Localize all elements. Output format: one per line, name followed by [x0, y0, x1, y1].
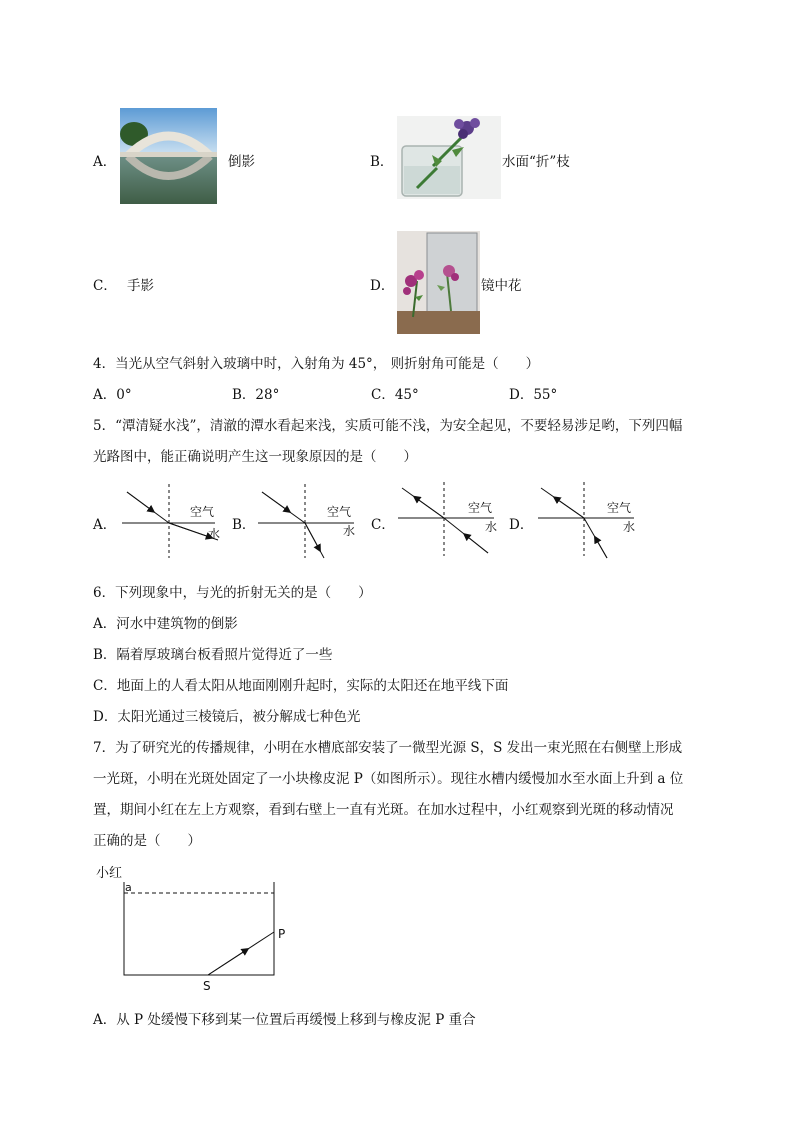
- flower-in-glass-photo: [397, 116, 501, 199]
- q6-option-a: A．河水中建筑物的倒影: [93, 616, 238, 632]
- diagram-b-air-label: 空气: [327, 505, 352, 519]
- q4-option-a: A．0°: [93, 387, 132, 403]
- q3-option-c-caption: 手影: [127, 278, 154, 294]
- point-p-label: P: [278, 927, 286, 941]
- bridge-reflection-photo: [120, 108, 217, 204]
- observer-label: 小红: [96, 866, 123, 881]
- q5-light-path-diagrams: [0, 480, 794, 560]
- q5-option-b-letter: B．: [232, 517, 256, 533]
- q5-stem-line1: 5．“潭清疑水浅”，清澈的潭水看起来浅，实质可能不浅，为安全起见，不要轻易涉足哟，下列四幅: [93, 418, 683, 434]
- q6-option-d: D．太阳光通过三棱镜后，被分解成七种色光: [93, 709, 361, 725]
- q4-option-d: D．55°: [509, 387, 558, 403]
- q5-option-c-letter: C．: [371, 517, 395, 533]
- q4-option-c: C．45°: [371, 387, 419, 403]
- diagram-b: [258, 484, 354, 558]
- q4-option-b: B．28°: [232, 387, 280, 403]
- q7-stem-line3: 置，期间小红在左上方观察，看到右壁上一直有光斑。在加水过程中，小红观察到光斑的移动情况: [93, 802, 674, 818]
- tank-walls: [124, 882, 274, 975]
- q7-stem-line4: 正确的是（ ）: [93, 833, 201, 849]
- diagram-c-air-label: 空气: [468, 501, 493, 515]
- source-s-label: S: [203, 979, 211, 993]
- q4-stem: 4．当光从空气斜射入玻璃中时，入射角为 45°， 则折射角可能是（ ）: [93, 356, 540, 372]
- diagram-a-water-label: 水: [208, 527, 221, 541]
- q3-option-c-letter: C．: [93, 278, 117, 294]
- diagram-c-water-label: 水: [485, 520, 498, 534]
- q7-stem-line2: 一光斑，小明在光斑处固定了一小块橡皮泥 P（如图所示）。现往水槽内缓慢加水至水面上升到 a 位: [93, 771, 684, 787]
- q6-option-c: C．地面上的人看太阳从地面刚刚升起时，实际的太阳还在地平线下面: [93, 678, 509, 694]
- level-a-label: a: [125, 881, 132, 894]
- q6-stem: 6．下列现象中，与光的折射无关的是（ ）: [93, 585, 372, 601]
- q3-option-a-caption: 倒影: [228, 154, 255, 170]
- q6-option-b: B．隔着厚玻璃台板看照片觉得近了一些: [93, 647, 333, 663]
- q7-stem-line1: 7．为了研究光的传播规律，小明在水槽底部安装了一微型光源 S，S 发出一束光照在右侧壁上形成: [93, 740, 683, 756]
- q5-stem-line2: 光路图中，能正确说明产生这一现象原因的是（ ）: [93, 449, 417, 465]
- flower-mirror-photo: [397, 231, 480, 334]
- diagram-a: [122, 484, 221, 558]
- diagram-a-air-label: 空气: [190, 505, 215, 519]
- q7-water-tank-figure: [90, 860, 300, 995]
- q5-option-a-letter: A．: [93, 517, 117, 533]
- q3-option-b-letter: B．: [370, 154, 394, 170]
- q7-option-a: A．从 P 处缓慢下移到某一位置后再缓慢上移到与橡皮泥 P 重合: [93, 1012, 476, 1028]
- diagram-d-air-label: 空气: [607, 501, 632, 515]
- diagram-d-water-label: 水: [623, 520, 636, 534]
- diagram-d: [538, 482, 634, 558]
- diagram-b-water-label: 水: [343, 524, 356, 538]
- q3-option-b-caption: 水面“折”枝: [502, 154, 570, 170]
- q5-option-d-letter: D．: [509, 517, 534, 533]
- diagram-c: [398, 482, 494, 556]
- q3-option-d-caption: 镜中花: [481, 278, 522, 294]
- q3-option-d-letter: D．: [370, 278, 395, 294]
- q3-option-a-letter: A．: [93, 154, 117, 170]
